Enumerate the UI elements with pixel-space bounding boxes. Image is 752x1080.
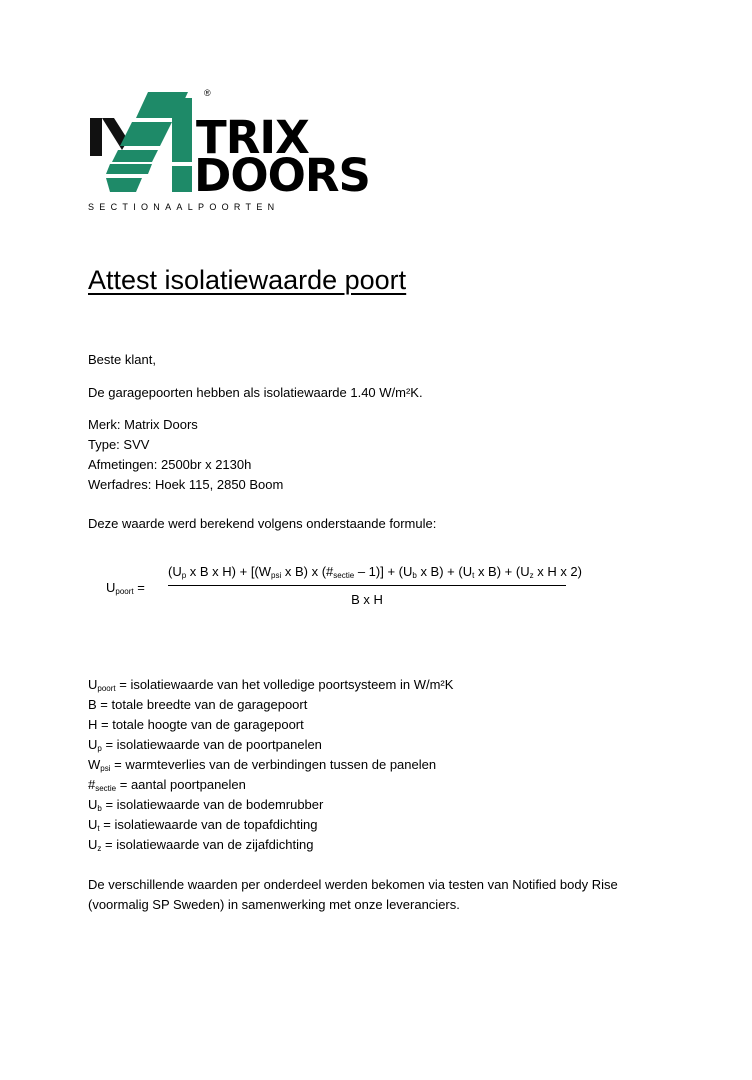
intro-text: De garagepoorten hebben als isolatiewaarde 1.40 W/m²K. — [88, 385, 423, 400]
detail-merk: Merk: Matrix Doors — [88, 417, 198, 432]
closing-line-1: De verschillende waarden per onderdeel werden bekomen via testen van Notified body Rise — [88, 877, 618, 892]
logo-green-stripe-7 — [106, 178, 142, 192]
formula-denominator: B x H — [351, 592, 383, 607]
logo-green-stripe-2 — [120, 122, 172, 146]
definition-item: $\#_{sectie}$ = aantal poortpanelen — [88, 777, 246, 793]
greeting: Beste klant, — [88, 352, 156, 367]
definition-item: $U_b$ = isolatiewaarde van de bodemrubber — [88, 797, 324, 813]
logo-tagline: SECTIONAALPOORTEN — [88, 202, 280, 212]
logo-green-stripe-4 — [172, 98, 192, 162]
detail-afmetingen: Afmetingen: 2500br x 2130h — [88, 457, 252, 472]
definition-item: B = totale breedte van de garagepoort — [88, 697, 308, 712]
formula-intro: Deze waarde werd berekend volgens onderstaande formule: — [88, 516, 437, 531]
definition-item: $U_z$ = isolatiewaarde van de zijafdichting — [88, 837, 314, 853]
formula-lhs: $U_{poort}$ = — [106, 580, 145, 596]
matrix-doors-logo — [88, 88, 370, 216]
detail-werfadres: Werfadres: Hoek 115, 2850 Boom — [88, 477, 284, 492]
closing-line-2: (voormalig SP Sweden) in samenwerking met onze leveranciers. — [88, 897, 460, 912]
formula-fraction-bar — [168, 585, 566, 586]
logo-word-bottom: DOORS — [194, 149, 370, 202]
logo-green-stripe-3 — [112, 150, 158, 162]
formula-numerator: ($U_p$ x B x $H) + [(W_{psi}$ x B) x $(\#_{sectie} - 1)] + (U_b$ x $B) + (U_t$ x $B) + (U_z$ x H x 2) — [168, 564, 582, 580]
registered-mark: ® — [204, 88, 211, 98]
logo-green-stripe-6 — [172, 166, 192, 192]
definition-item: H = totale hoogte van de garagepoort — [88, 717, 304, 732]
definition-item: $U_t$ = isolatiewaarde van de topafdichting — [88, 817, 318, 833]
detail-type: Type: SVV — [88, 437, 150, 452]
definition-item: $U_p$ = isolatiewaarde van de poortpanelen — [88, 737, 322, 753]
document-title: Attest isolatiewaarde poort — [88, 265, 407, 295]
logo-word-top: TRIX — [196, 111, 309, 164]
definition-item: $W_{psi}$ = warmteverlies van de verbindingen tussen de panelen — [88, 757, 437, 773]
definition-item: $U_{poort}$ = isolatiewaarde van het volledige poortsysteem in W/m²K — [88, 677, 454, 693]
logo-green-stripe-5 — [106, 164, 152, 174]
